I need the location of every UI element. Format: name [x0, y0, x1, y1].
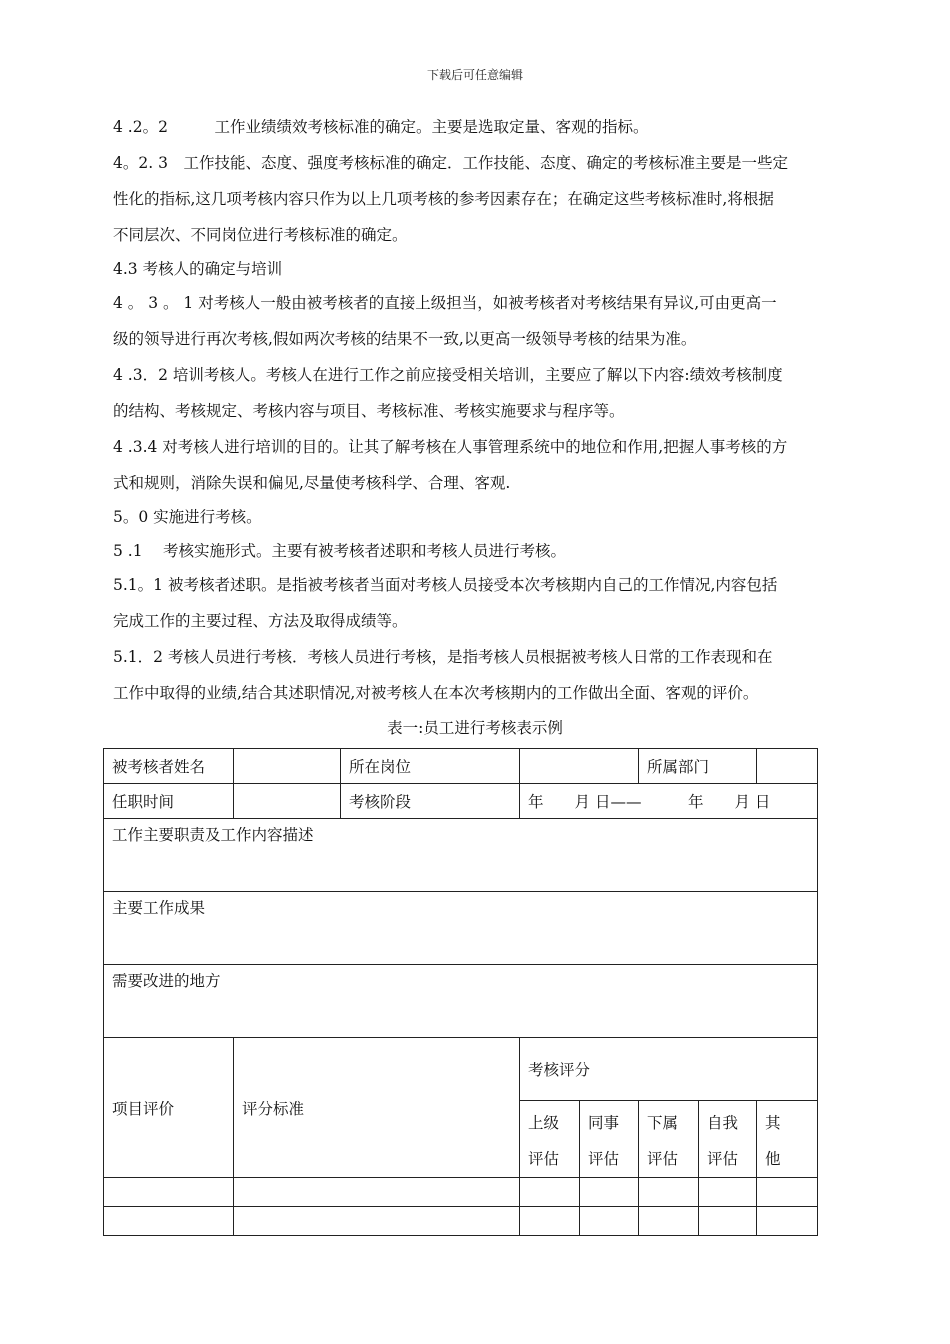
paragraph-line: 5.1．2 考核人员进行考核．考核人员进行考核，是指考核人员根据被考核人日常的工作表现和在	[113, 648, 773, 666]
item-eval-label: 项目评价	[104, 1038, 234, 1178]
paragraph-line: 级的领导进行再次考核,假如两次考核的结果不一致,以更高一级领导考核的结果为准。	[113, 330, 697, 348]
stage-label: 考核阶段	[341, 784, 520, 819]
empty-cell[interactable]	[520, 1178, 580, 1207]
score-col-superior: 上级 评估	[520, 1101, 580, 1178]
empty-cell[interactable]	[234, 1207, 520, 1236]
paragraph-line: 式和规则，消除失误和偏见,尽量使考核科学、合理、客观.	[113, 474, 511, 492]
table-row	[104, 1038, 818, 1101]
name-value-cell[interactable]	[234, 749, 341, 784]
paragraph-line: 4 .3.4 对考核人进行培训的目的。让其了解考核在人事管理系统中的地位和作用,把握人事考核的方	[113, 438, 788, 456]
evaluation-table	[103, 748, 818, 1236]
paragraph-line: 5.1。1 被考核者述职。是指被考核者当面对考核人员接受本次考核期内自己的工作情况,内容包括	[113, 576, 778, 594]
paragraph-line: 性化的指标,这几项考核内容只作为以上几项考核的参考因素存在；在确定这些考核标准时,将根据	[113, 190, 774, 208]
empty-cell[interactable]	[580, 1178, 639, 1207]
results-label: 主要工作成果	[112, 899, 206, 917]
table-row	[104, 965, 818, 1038]
results-cell[interactable]	[104, 892, 818, 965]
paragraph-line: 4 。 3 。 1 对考核人一般由被考核者的直接上级担当，如被考核者对考核结果有异议,可由更高一	[113, 294, 777, 312]
table-row	[104, 749, 818, 784]
paragraph-line: 工作中取得的业绩,结合其述职情况,对被考核人在本次考核期内的工作做出全面、客观的评价。	[113, 684, 759, 702]
dept-value-cell[interactable]	[757, 749, 818, 784]
empty-cell[interactable]	[580, 1207, 639, 1236]
empty-cell[interactable]	[639, 1178, 699, 1207]
empty-cell[interactable]	[757, 1178, 818, 1207]
paragraph-line: 4 .3．2 培训考核人。考核人在进行工作之前应接受相关培训，主要应了解以下内容:绩效考核制度	[113, 366, 783, 384]
paragraph-line: 4 .2。2 工作业绩绩效考核标准的确定。主要是选取定量、客观的指标。	[113, 118, 649, 136]
empty-cell[interactable]	[699, 1178, 757, 1207]
empty-cell[interactable]	[699, 1207, 757, 1236]
empty-cell[interactable]	[639, 1207, 699, 1236]
paragraph-line: 5 .1 考核实施形式。主要有被考核者述职和考核人员进行考核。	[113, 542, 567, 560]
table-row	[104, 892, 818, 965]
post-value-cell[interactable]	[520, 749, 639, 784]
name-label: 被考核者姓名	[104, 749, 234, 784]
score-col-peer: 同事 评估	[580, 1101, 639, 1178]
paragraph-line: 完成工作的主要过程、方法及取得成绩等。	[113, 612, 408, 630]
score-label: 考核评分	[520, 1038, 818, 1101]
stage-value[interactable]: 年 月 日—— 年 月 日	[520, 784, 818, 819]
table-caption: 表一:员工进行考核表示例	[387, 719, 563, 737]
table-row	[104, 1178, 818, 1207]
table-row	[104, 819, 818, 892]
improve-cell[interactable]	[104, 965, 818, 1038]
paragraph-line: 的结构、考核规定、考核内容与项目、考核标准、考核实施要求与程序等。	[113, 402, 625, 420]
score-col-subordinate: 下属 评估	[639, 1101, 699, 1178]
empty-cell[interactable]	[234, 1178, 520, 1207]
tenure-value-cell[interactable]	[234, 784, 341, 819]
section-heading: 5。0 实施进行考核。	[113, 508, 262, 526]
section-heading: 4.3 考核人的确定与培训	[113, 260, 283, 278]
empty-cell[interactable]	[520, 1207, 580, 1236]
empty-cell[interactable]	[104, 1178, 234, 1207]
empty-cell[interactable]	[757, 1207, 818, 1236]
paragraph-line: 4。2. 3 工作技能、态度、强度考核标准的确定．工作技能、态度、确定的考核标准主要是一些定	[113, 154, 788, 172]
score-col-self: 自我 评估	[699, 1101, 757, 1178]
page-header: 下载后可任意编辑	[426, 68, 523, 82]
duties-label: 工作主要职责及工作内容描述	[112, 826, 314, 844]
criteria-label: 评分标准	[234, 1038, 520, 1178]
duties-cell[interactable]	[104, 819, 818, 892]
empty-cell[interactable]	[104, 1207, 234, 1236]
tenure-label: 任职时间	[104, 784, 234, 819]
table-row	[104, 784, 818, 819]
dept-label: 所属部门	[639, 749, 757, 784]
post-label: 所在岗位	[341, 749, 520, 784]
improve-label: 需要改进的地方	[112, 972, 221, 990]
table-row	[104, 1207, 818, 1236]
score-col-other: 其 他	[757, 1101, 818, 1178]
paragraph-line: 不同层次、不同岗位进行考核标准的确定。	[113, 226, 408, 244]
